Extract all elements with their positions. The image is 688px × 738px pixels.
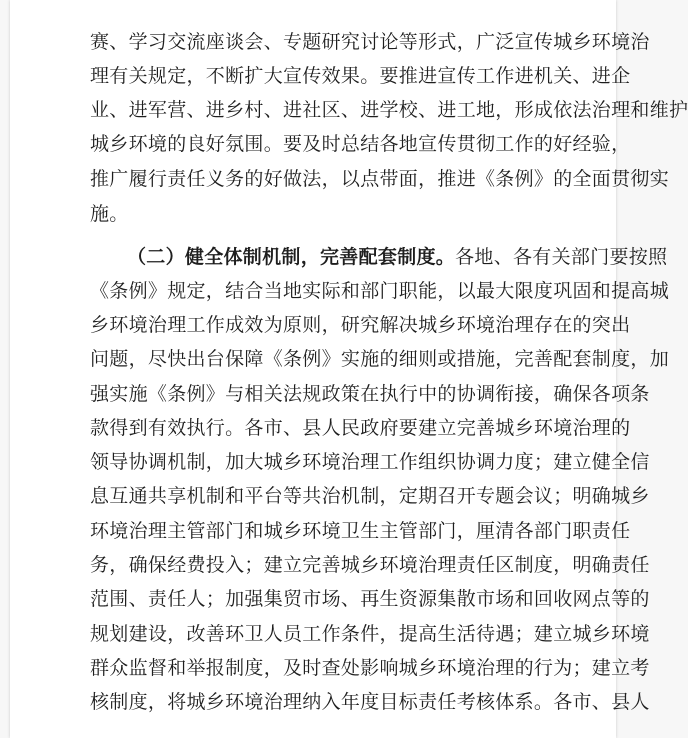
text-line: 款得到有效执行。各市、县人民政府要建立完善城乡环境治理的 (90, 417, 631, 439)
text-line: 《条例》规定，结合当地实际和部门职能，以最大限度巩固和提高城 (90, 280, 670, 302)
text-line: 赛、学习交流座谈会、专题研究讨论等形式，广泛宣传城乡环境治 (90, 31, 650, 53)
paragraph-heading-line (127, 240, 668, 274)
text-line: 领导协调机制，加大城乡环境治理工作组织协调力度；建立健全信 (90, 451, 650, 473)
text-line: 范围、责任人；加强集贸市场、再生资源集散市场和回收网点等的 (90, 588, 650, 610)
text-line: 务，确保经费投入；建立完善城乡环境治理责任区制度，明确责任 (90, 554, 650, 576)
text-span: 各地、各有关部门要按照 (455, 246, 668, 268)
text-line: 强实施《条例》与相关法规政策在执行中的协调衔接，确保各项条 (90, 383, 650, 405)
text-line: 核制度，将城乡环境治理纳入年度目标责任考核体系。各市、县人 (90, 691, 650, 713)
text-line: 城乡环境的良好氛围。要及时总结各地宣传贯彻工作的好经验， (90, 133, 631, 155)
text-line: 业、进军营、进乡村、进社区、进学校、进工地，形成依法治理和维护 (90, 99, 688, 121)
section-heading: （二）健全体制机制，完善配套制度。 (127, 246, 456, 268)
text-line: 环境治理主管部门和城乡环境卫生主管部门，厘清各部门职责任 (90, 520, 631, 542)
text-line: 施。 (90, 203, 129, 225)
text-line: 群众监督和举报制度，及时查处影响城乡环境治理的行为；建立考 (90, 657, 650, 679)
text-line: 推广履行责任义务的好做法，以点带面，推进《条例》的全面贯彻实 (90, 168, 670, 190)
text-line: 乡环境治理工作成效为原则，研究解决城乡环境治理存在的突出 (90, 314, 631, 336)
document-page (10, 0, 688, 738)
text-line: 息互通共享机制和平台等共治机制，定期召开专题会议；明确城乡 (90, 485, 650, 507)
text-line: 规划建设，改善环卫人员工作条件，提高生活待遇；建立城乡环境 (90, 623, 650, 645)
text-line: 理有关规定，不断扩大宣传效果。要推进宣传工作进机关、进企 (90, 65, 631, 87)
text-line: 问题，尽快出台保障《条例》实施的细则或措施，完善配套制度，加 (90, 348, 670, 370)
